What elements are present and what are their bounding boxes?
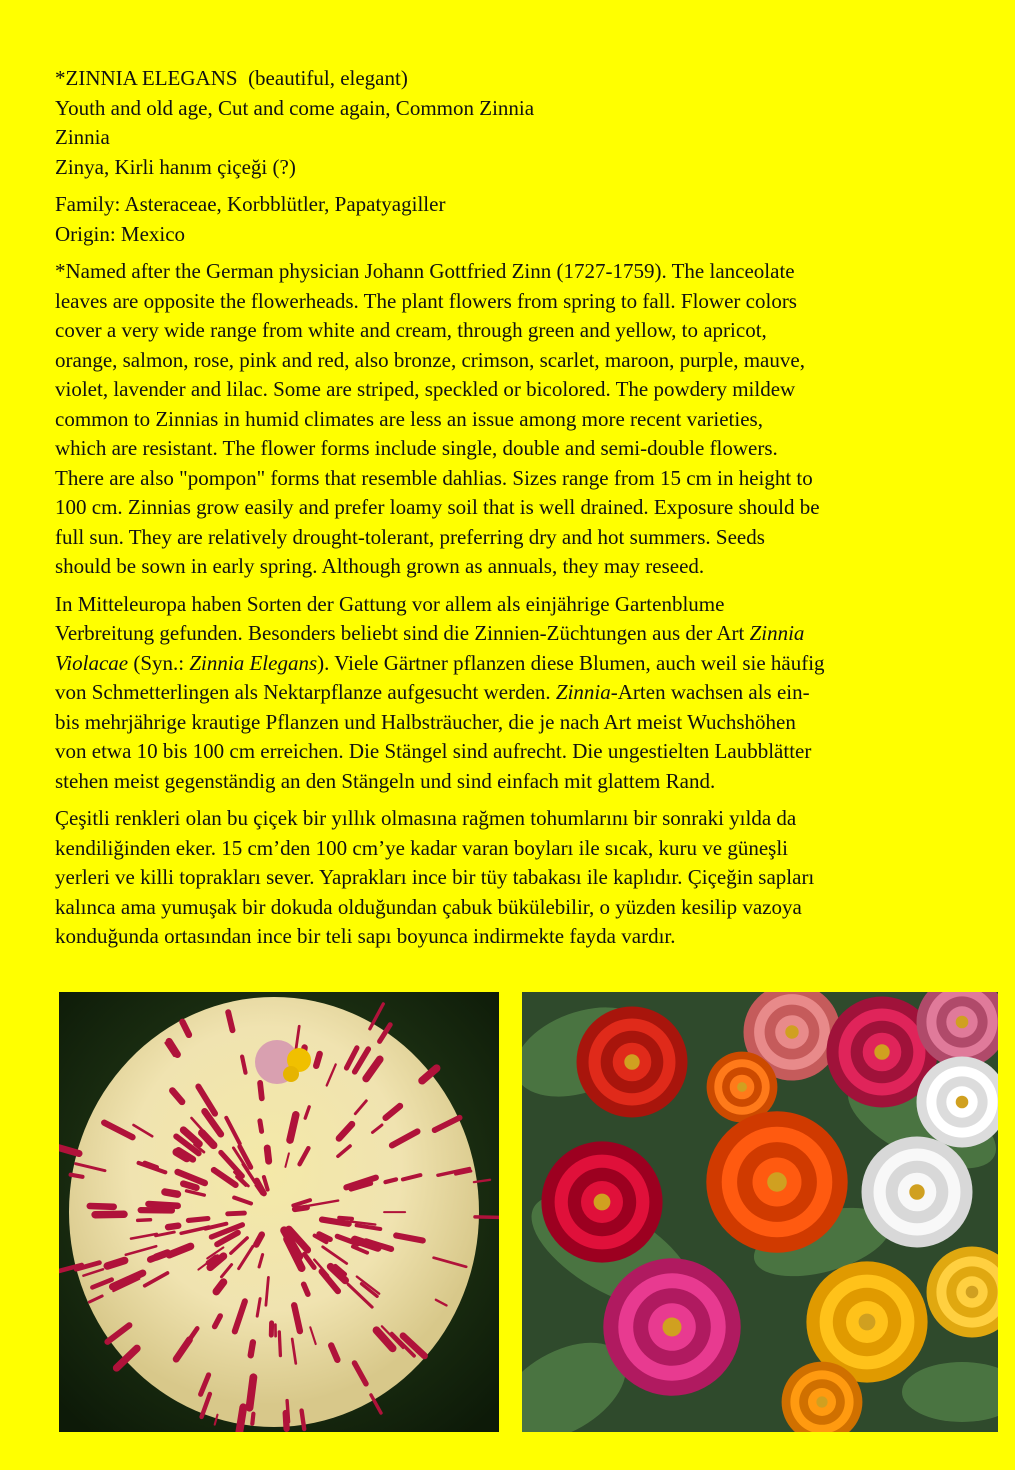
turkish-paragraph xyxy=(55,804,1000,952)
german-paragraph xyxy=(55,590,1000,797)
english-line: orange, salmon, rose, pink and red, also bronze, crimson, scarlet, maroon, purple, mauve, xyxy=(55,347,805,372)
german-line xyxy=(55,678,1000,708)
german-text: -Arten wachsen als ein- xyxy=(610,680,810,704)
striped-zinnia-illustration xyxy=(59,992,499,1432)
turkish-line: yerleri ve killi toprakları sever. Yaprakları ince bir tüy tabakası ile kaplıdır. Çiçeğin sapları xyxy=(55,865,815,889)
english-line: common to Zinnias in humid climates are less an issue among more recent varieties, xyxy=(55,406,763,431)
german-text: Verbreitung gefunden. Besonders beliebt sind die Zinnien-Züchtungen aus der Art xyxy=(55,621,750,645)
german-line: bis mehrjährige krautige Pflanzen und Halbsträucher, die je nach Art meist Wuchshöhen xyxy=(55,709,796,734)
german-line: In Mitteleuropa haben Sorten der Gattung vor allem als einjährige Gartenblume xyxy=(55,591,725,616)
header-block xyxy=(55,64,1000,182)
english-line: *Named after the German physician Johann Gottfried Zinn (1727-1759). The lanceolate xyxy=(55,259,795,283)
english-line: should be sown in early spring. Although grown as annuals, they may reseed. xyxy=(55,554,705,578)
german-line: von etwa 10 bis 100 cm erreichen. Die Stängel sind aufrecht. Die ungestielten Laubblätter xyxy=(55,739,812,763)
english-line: 100 cm. Zinnias grow easily and prefer loamy soil that is well drained. Exposure should be xyxy=(55,495,820,519)
german-text: ). Viele Gärtner pflanzen diese Blumen, auch weil sie häufig xyxy=(317,650,825,675)
german-italic: Violacae xyxy=(55,650,129,675)
title-line xyxy=(55,64,1000,94)
english-line: cover a very wide range from white and cream, through green and yellow, to apricot, xyxy=(55,318,767,342)
page-title: *ZINNIA ELEGANS xyxy=(55,66,238,90)
origin-line: Origin: Mexico xyxy=(55,221,186,246)
common-names: Youth and old age, Cut and come again, Common Zinnia xyxy=(55,95,535,120)
turkish-line: konduğunda ortasından ince bir teli sapı boyunca indirmekte fayda vardır. xyxy=(55,924,676,948)
turkish-name: Zinya, Kirli hanım çiçeği (?) xyxy=(55,154,296,179)
german-italic: Zinnia xyxy=(555,680,611,704)
english-paragraph xyxy=(55,257,1000,582)
turkish-line: kendiliğinden eker. 15 cm’den 100 cm’ye kadar varan boyları ile sıcak, kuru ve güneşli xyxy=(55,835,789,860)
english-line: full sun. They are relatively drought-tolerant, preferring dry and hot summers. Seeds xyxy=(55,524,765,549)
family-line: Family: Asteraceae, Korbblütler, Papatyagiller xyxy=(55,192,446,216)
german-italic: Zinnia Elegans xyxy=(189,650,318,675)
german-text: (Syn.: xyxy=(128,650,190,675)
meta-block xyxy=(55,190,1000,249)
striped-zinnia-photo xyxy=(59,992,499,1432)
german-text: von Schmetterlingen als Nektarpflanze aufgesucht werden. xyxy=(55,680,556,704)
german-line: stehen meist gegenständig an den Stängeln und sind einfach mit glattem Rand. xyxy=(55,768,716,793)
document-page xyxy=(55,64,1000,960)
german-line xyxy=(55,619,1000,649)
german-line xyxy=(55,649,1000,679)
turkish-line: Çeşitli renkleri olan bu çiçek bir yıllık olmasına rağmen tohumlarını bir sonraki yılda da xyxy=(55,806,797,830)
german-name: Zinnia xyxy=(55,125,110,149)
german-italic: Zinnia xyxy=(749,621,805,645)
english-line: leaves are opposite the flowerheads. The plant flowers from spring to fall. Flower colors xyxy=(55,288,797,313)
english-line: There are also "pompon" forms that resemble dahlias. Sizes range from 15 cm in height to xyxy=(55,465,813,490)
mixed-zinnias-photo xyxy=(522,992,998,1432)
mixed-zinnias-illustration xyxy=(522,992,998,1432)
title-meaning: (beautiful, elegant) xyxy=(248,66,408,90)
english-line: which are resistant. The flower forms include single, double and semi-double flowers. xyxy=(55,436,778,460)
english-line: violet, lavender and lilac. Some are striped, speckled or bicolored. The powdery mildew xyxy=(55,377,796,401)
turkish-line: kalınca ama yumuşak bir dokuda olduğundan çabuk bükülebilir, o yüzden kesilip vazoya xyxy=(55,894,802,919)
photo-row xyxy=(59,992,999,1432)
